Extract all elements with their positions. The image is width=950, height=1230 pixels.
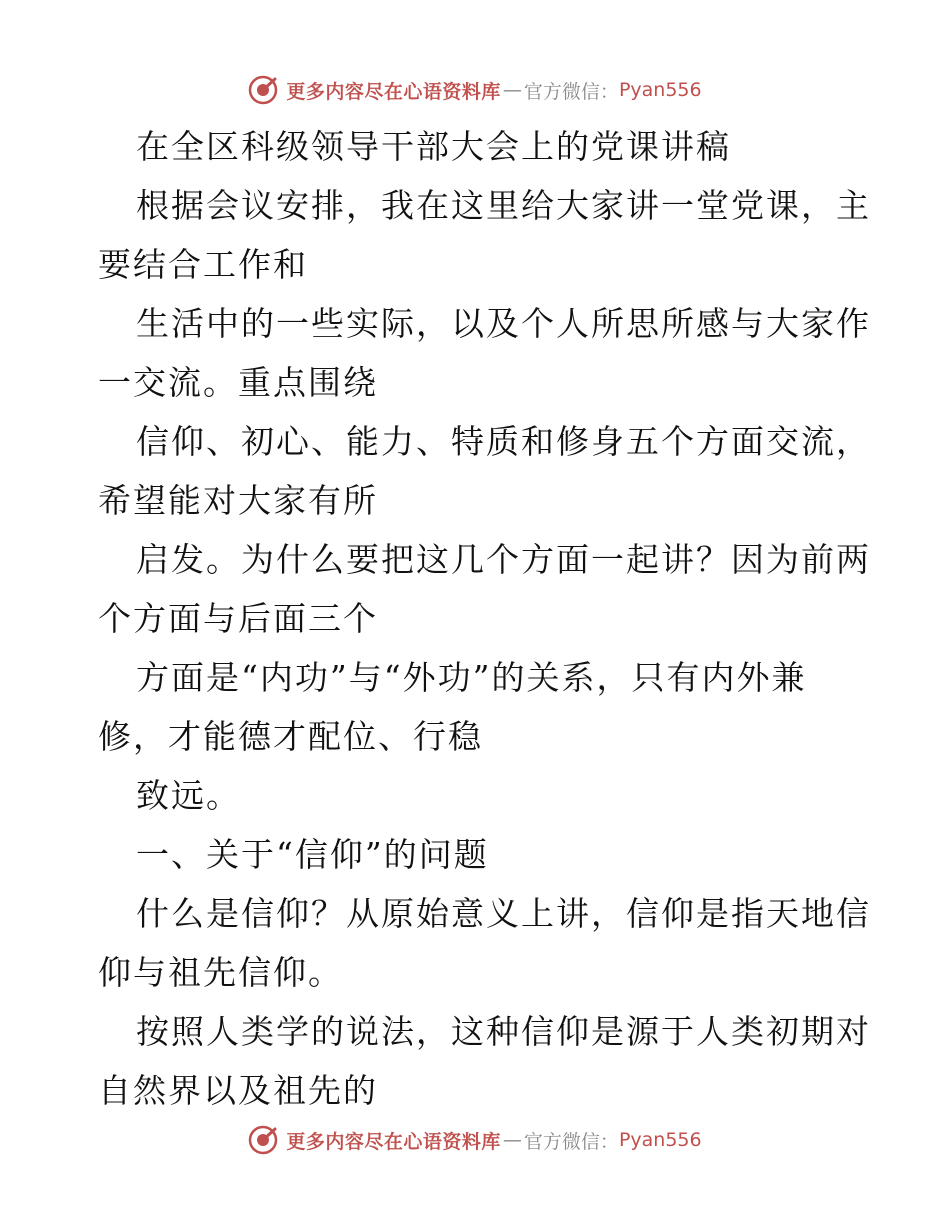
text-line: 仰与祖先信仰。: [98, 953, 343, 992]
text-line: 按照人类学的说法，这种信仰是源于人类初期对: [136, 1012, 871, 1051]
text-line: 个方面与后面三个: [98, 599, 378, 638]
document-body: [98, 117, 871, 1120]
text-line: 启发。为什么要把这几个方面一起讲？因为前两: [136, 540, 871, 579]
text-line: 什么是信仰？从原始意义上讲，信仰是指天地信: [136, 894, 871, 933]
text-line: 致远。: [136, 776, 241, 815]
text-line: 一交流。重点围绕: [98, 363, 378, 402]
text-line: 修，才能德才配位、行稳: [98, 717, 483, 756]
text-line: 根据会议安排，我在这里给大家讲一堂党课，主: [136, 186, 871, 225]
header-watermark: [0, 70, 950, 110]
text-line: 一、关于“信仰”的问题: [136, 835, 489, 874]
watermark-text: 更多内容尽在心语资料库: [286, 80, 501, 103]
logo-icon: [248, 75, 278, 105]
watermark-separator: —: [502, 1129, 522, 1151]
footer-watermark: [0, 1120, 950, 1160]
logo-icon: [248, 1125, 278, 1155]
watermark-separator: —: [502, 79, 522, 101]
watermark-wechat-label: 官方微信：: [523, 1130, 619, 1153]
watermark-wechat-id: Pyan556: [618, 79, 702, 101]
watermark-wechat-label: 官方微信：: [523, 80, 619, 103]
watermark-wechat-id: Pyan556: [618, 1129, 702, 1151]
text-line: 信仰、初心、能力、特质和修身五个方面交流，: [136, 422, 871, 461]
text-line: 自然界以及祖先的: [98, 1071, 378, 1110]
text-line: 生活中的一些实际，以及个人所思所感与大家作: [136, 304, 871, 343]
watermark-text: 更多内容尽在心语资料库: [286, 1130, 501, 1153]
document-title: 在全区科级领导干部大会上的党课讲稿: [136, 127, 731, 166]
text-line: 方面是“内功”与“外功”的关系，只有内外兼: [136, 658, 807, 697]
text-line: 希望能对大家有所: [98, 481, 378, 520]
text-line: 要结合工作和: [98, 245, 308, 284]
